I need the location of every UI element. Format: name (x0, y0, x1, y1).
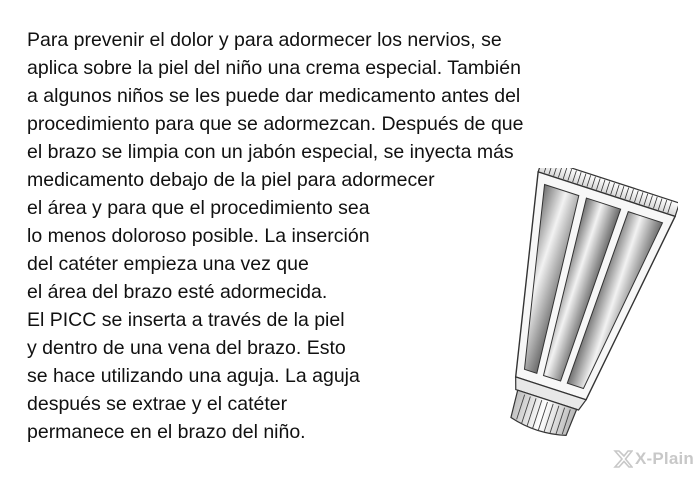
cream-tube-icon (458, 168, 678, 458)
body-text-line: se hace utilizando una aguja. La aguja (27, 365, 360, 387)
body-text-line: procedimiento para que se adormezcan. Después de que (27, 113, 524, 135)
body-text-line: permanece en el brazo del niño. (27, 421, 306, 443)
body-text-line: el brazo se limpia con un jabón especial, se inyecta más (27, 141, 514, 163)
body-text-line: lo menos doloroso posible. La inserción (27, 225, 370, 247)
body-text-line: después se extrae y el catéter (27, 393, 288, 415)
body-text-line: del catéter empieza una vez que (27, 253, 309, 275)
body-text-line: el área y para que el procedimiento sea (27, 197, 370, 219)
body-text-line: a algunos niños se les puede dar medicamento antes del (27, 85, 521, 107)
x-plain-logo (613, 448, 694, 470)
x-plain-logo-text: X-Plain (634, 449, 694, 468)
body-text-line: y dentro de una vena del brazo. Esto (27, 337, 346, 359)
body-text-line: el área del brazo esté adormecida. (27, 281, 328, 303)
x-plain-mark-icon (613, 448, 633, 470)
body-text-line: Para prevenir el dolor y para adormecer los nervios, se (27, 29, 502, 51)
body-text-line: aplica sobre la piel del niño una crema especial. También (27, 57, 521, 79)
body-text-line: medicamento debajo de la piel para adormecer (27, 169, 435, 191)
body-text-line: El PICC se inserta a través de la piel (27, 309, 345, 331)
